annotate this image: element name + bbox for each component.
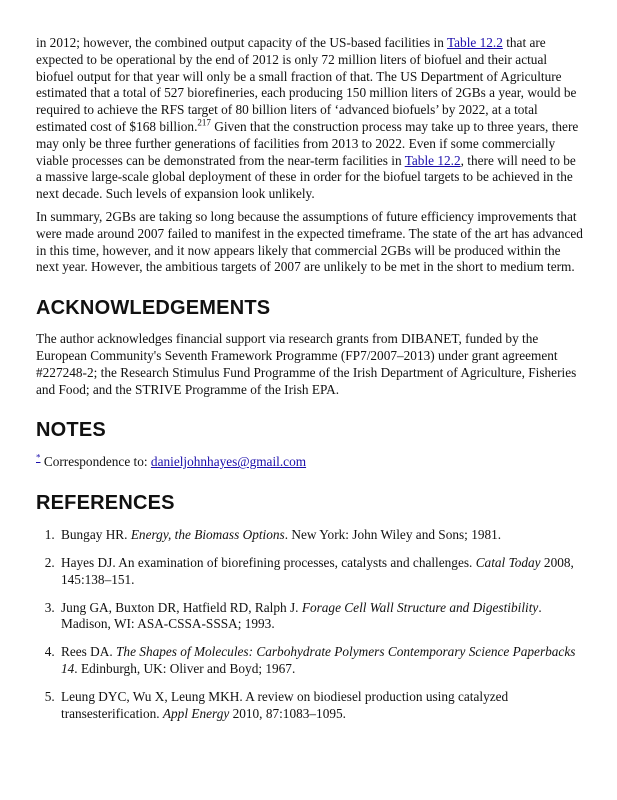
notes-heading: NOTES: [36, 419, 106, 442]
paragraph-2: In summary, 2GBs are taking so long because the assumptions of future efficiency improvements that were made around 2007 failed to manifest in the expected timeframe. The state of the art has advanced in this time, however, and it now appears likely that commercial 2GBs will be produced within the next year. However, the ambitious targets of 2007 are unlikely to be met in the short to medium term.: [36, 208, 583, 275]
reference-item: 4. Rees DA. The Shapes of Molecules: Carbohydrate Polymers Contemporary Science Paperbacks 14. Edinburgh, UK: Oliver and Boyd; 1967.: [58, 644, 584, 678]
table-12-2-link-2[interactable]: Table 12.2: [404, 152, 461, 168]
reference-item: 3. Jung GA, Buxton DR, Hatfield RD, Ralph J. Forage Cell Wall Structure and Digestibility. Madison, WI: ASA-CSSA-SSSA; 1993.: [58, 600, 584, 634]
reference-item: 1. Bungay HR. Energy, the Biomass Options. New York: John Wiley and Sons; 1981.: [58, 527, 584, 544]
footnote-symbol-link[interactable]: *: [36, 452, 41, 463]
paragraph-1: in 2012; however, the combined output capacity of the US-based facilities in Table 12.2 that are expected to be operational by the end of 2012 is only 72 million liters of biofuel and their actual biofuel output for that year will only be a small fraction of that. The US Department of Agriculture estimated that a total of 527 biorefineries, each producing 150 million liters of 2GBs a year, would be required to achieve the RFS target of 80 billion liters of ‘advanced biofuels’ by 2022, at a total estimated cost of $168 billion.$^{217}$ Given that the construction process may take up to three years, there may only be three further generations of facilities from 2013 to 2022. Even if some commercially viable processes can be demonstrated from the near-term facilities in Table 12.2, there will need to be a massive large-scale global deployment of these in order for the biofuel targets to be achieved in the next decade. Such levels of expansion look unlikely.: [36, 35, 579, 202]
acknowledgements-text: The author acknowledges financial support via research grants from DIBANET, funded by the European Community's Seventh Framework Programme (FP7/2007–2013) under grant agreement #227248-2; the Research Stimulus Fund Programme of the Irish Department of Agriculture, Fisheries and Food; and the STRIVE Programme of the Irish EPA.: [36, 331, 577, 397]
reference-item: 2. Hayes DJ. An examination of biorefining processes, catalysts and challenges. Catal Today 2008, 145:138–151.: [58, 555, 584, 589]
table-12-2-link[interactable]: Table 12.2: [446, 35, 503, 50]
acknowledgements-heading: ACKNOWLEDGEMENTS: [36, 297, 271, 320]
correspondence-note: * Correspondence to: danieljohnhayes@gmail.com: [36, 452, 307, 470]
article-body: [36, 35, 584, 733]
email-link[interactable]: danieljohnhayes@gmail.com: [150, 454, 307, 470]
footnote-ref-217: 217: [197, 117, 211, 128]
references-heading: REFERENCES: [36, 492, 175, 515]
reference-list: [36, 527, 584, 722]
reference-item: 5. Leung DYC, Wu X, Leung MKH. A review on biodiesel production using catalyzed transesterification. Appl Energy 2010, 87:1083–1095.: [58, 689, 584, 723]
